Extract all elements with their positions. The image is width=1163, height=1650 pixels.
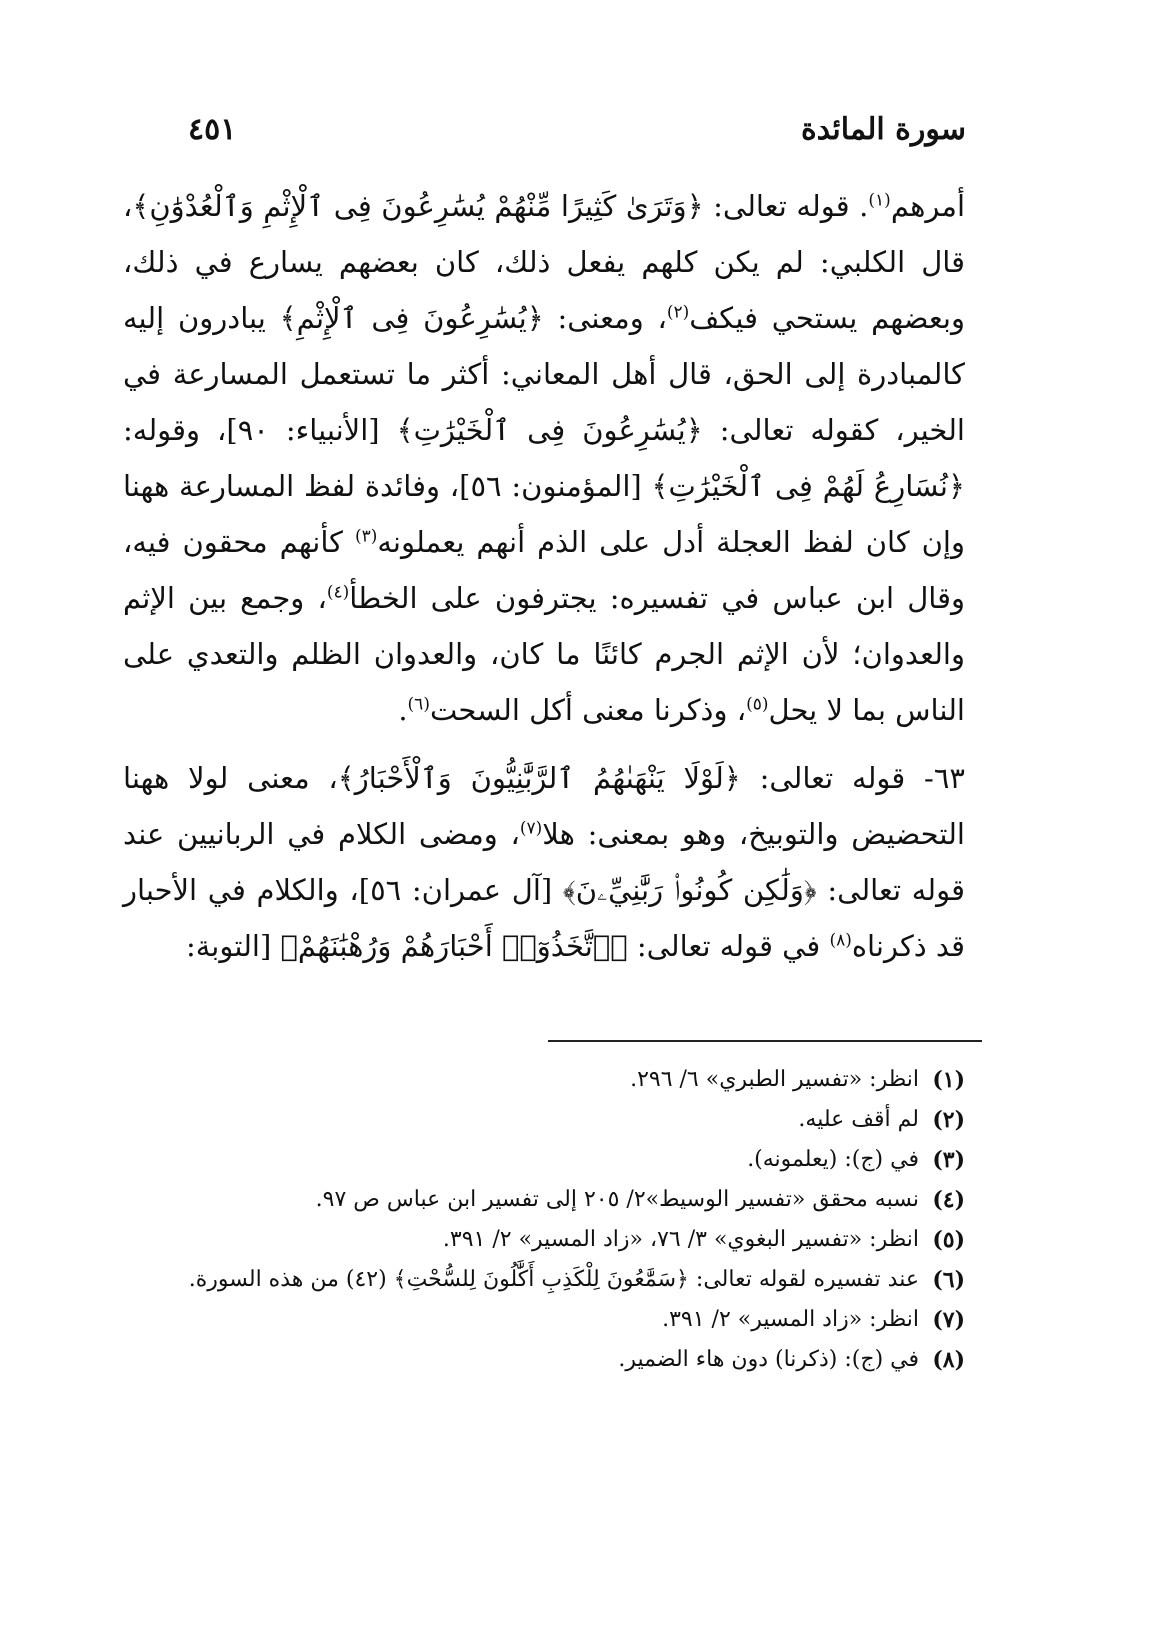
text-segment: ، وذكرنا معنى أكل السحت bbox=[429, 693, 747, 727]
footnote bbox=[123, 1140, 965, 1180]
text-segment: ، وجمع بين الإثم والعدوان؛ لأن الإثم الجرم كائنًا ما كان، والعدوان الظلم والتعدي على الناس بما لا يحل bbox=[123, 581, 965, 727]
footnote-reference: (١) bbox=[868, 190, 891, 211]
footnote-number: (٧) bbox=[932, 1307, 965, 1333]
text-segment: ، ومضى الكلام في الربانيين عند قوله تعالى: ﴿وَلَٰكِن كُونُوا۟ رَبَّٰنِيِّۦنَ﴾ [آل عمران: ٥٦]، والكلام في الأحبار قد ذكرناه bbox=[123, 817, 965, 963]
footnote-text: انظر: «تفسير الطبري» ٦/ ٢٩٦. bbox=[630, 1067, 919, 1092]
footnote-reference: (٤) bbox=[326, 582, 350, 603]
footnote-reference: (٢) bbox=[666, 302, 690, 323]
footnote-reference: (٣) bbox=[354, 526, 378, 547]
footnote-reference: (٦) bbox=[407, 694, 430, 715]
footnote-text: في (ج): (ذكرنا) دون هاء الضمير. bbox=[618, 1347, 919, 1372]
text-segment: في قوله تعالى: ﴿ٱتَّخَذُوٓا۟ أَحْبَارَهُمْ وَرُهْبَٰنَهُمْ﴾ [التوبة: bbox=[185, 929, 830, 963]
footnote bbox=[123, 1340, 965, 1380]
footnote-number: (٢) bbox=[932, 1107, 965, 1133]
footnote bbox=[123, 1100, 965, 1140]
page-header bbox=[188, 104, 966, 154]
paragraph bbox=[123, 750, 965, 974]
footnote bbox=[123, 1300, 965, 1340]
footnote-reference: (٨) bbox=[829, 930, 852, 951]
text-segment: . bbox=[398, 693, 408, 727]
paragraph bbox=[123, 178, 965, 738]
footnote bbox=[123, 1260, 965, 1300]
footnote bbox=[123, 1180, 965, 1220]
footnote-text: انظر: «تفسير البغوي» ٣/ ٧٦، «زاد المسير» ٢/ ٣٩١. bbox=[442, 1227, 919, 1252]
text-segment: . قوله تعالى: ﴿وَتَرَىٰ كَثِيرًا مِّنْهُمْ يُسَٰرِعُونَ فِى ٱلْإِثْمِ وَٱلْعُدْوَٰنِ﴾، قال الكلبي: لم يكن كلهم يفعل ذلك، كان بعضهم يسارع في ذلك، وبعضهم يستحي فيكف bbox=[123, 189, 965, 335]
footnote-number: (٥) bbox=[932, 1227, 965, 1253]
footnote-number: (١) bbox=[932, 1067, 965, 1093]
footnote-reference: (٧) bbox=[519, 818, 543, 839]
footnote bbox=[123, 1060, 965, 1100]
footnote-text: نسبه محقق «تفسير الوسيط»٢/ ٢٠٥ إلى تفسير ابن عباس ص ٩٧. bbox=[315, 1187, 919, 1212]
main-text bbox=[123, 178, 965, 974]
footnote-text: عند تفسيره لقوله تعالى: ﴿سَمَّٰعُونَ لِلْكَذِبِ أَكَّٰلُونَ لِلسُّحْتِ﴾ (٤٢) من هذه السورة. bbox=[188, 1267, 919, 1292]
text-segment: ٦٣- قوله تعالى: ﴿لَوْلَا يَنْهَىٰهُمُ ٱلرَّبَّٰنِيُّونَ وَٱلْأَحْبَارُ﴾، معنى لولا ههنا التحضيض والتوبيخ، وهو بمعنى: هلا bbox=[123, 761, 965, 851]
footnote-divider bbox=[548, 1040, 982, 1042]
footnote-number: (٦) bbox=[932, 1267, 965, 1293]
text-segment: أمرهم bbox=[890, 189, 965, 223]
footnote-text: في (ج): (يعلمونه). bbox=[747, 1147, 919, 1172]
footnote-text: انظر: «زاد المسير» ٢/ ٣٩١. bbox=[662, 1307, 919, 1332]
page-number: ٤٥١ bbox=[188, 111, 237, 147]
footnote-reference: (٥) bbox=[746, 694, 769, 715]
footnote-number: (٣) bbox=[932, 1147, 965, 1173]
footnote-number: (٤) bbox=[932, 1187, 965, 1213]
text-segment: كأنهم محقون فيه، وقال ابن عباس في تفسيره: يجترفون على الخطأ bbox=[123, 525, 966, 615]
footnote-text: لم أقف عليه. bbox=[798, 1107, 919, 1132]
surah-title: سورة المائدة bbox=[800, 111, 966, 147]
footnote-number: (٨) bbox=[932, 1347, 965, 1373]
footnotes bbox=[123, 1060, 965, 1380]
footnote bbox=[123, 1220, 965, 1260]
text-segment: ، ومعنى: ﴿يُسَٰرِعُونَ فِى ٱلْإِثْمِ﴾ يبادرون إليه كالمبادرة إلى الحق، قال أهل المعاني: أكثر ما تستعمل المسارعة في الخير، كقوله تعالى: ﴿يُسَٰرِعُونَ فِى ٱلْخَيْرَٰتِ﴾ [الأنبياء: ٩٠]، وقوله: ﴿نُسَارِعُ لَهُمْ فِى ٱلْخَيْرَٰتِ﴾ [المؤمنون: ٥٦]، وفائدة لفظ المسارعة ههنا وإن كان لفظ العجلة أدل على الذم أنهم يعملونه bbox=[123, 301, 965, 559]
